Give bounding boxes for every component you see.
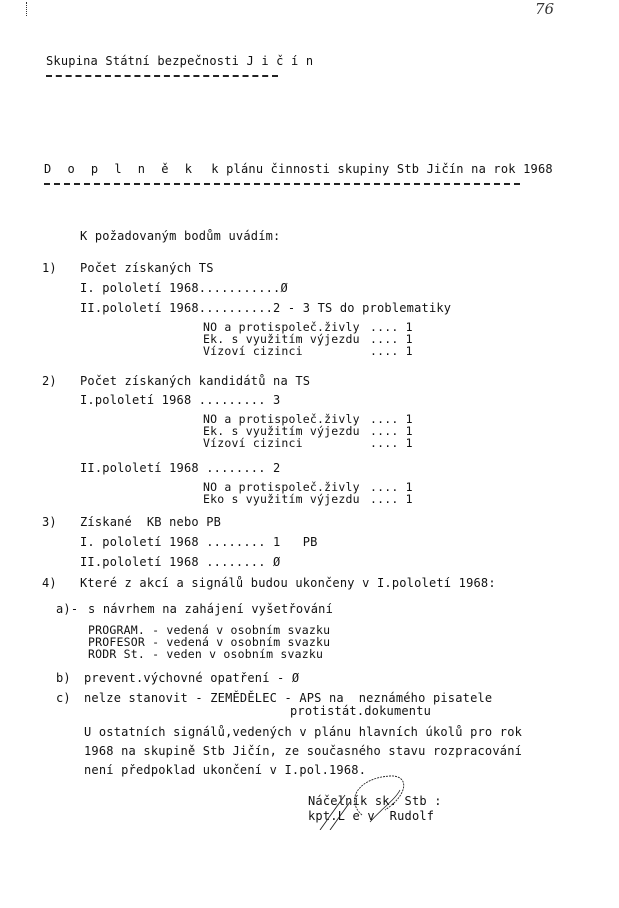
closing-line: 1968 na skupině Stb Jičín, ze současného stavu rozpracování [84,744,523,758]
s4-b-label: b) [56,671,71,685]
intro-text: K požadovaným bodům uvádím: [80,229,281,243]
s1-item-label: Ek. s využitím výjezdu [203,332,360,346]
section-2-number: 2) [42,374,57,388]
s1-item-label: Vízoví cizinci [203,344,303,358]
s2-item-value: .... 1 [370,492,413,506]
signature-name: kpt.L e v Rudolf [308,809,435,823]
s4-c-label: c) [56,691,71,705]
title-rest: k plánu činnosti skupiny Stb Jičín na rok 1968 [211,162,553,176]
handwritten-signature-icon [300,770,450,830]
s2-item-value: .... 1 [370,480,413,494]
section-1-half1: I. pololetí 1968...........Ø [80,281,288,295]
section-3-half2: II.pololetí 1968 ........ Ø [80,555,281,569]
s2-item-label: NO a protispoleč.živly [203,480,360,494]
section-2-half1: I.pololetí 1968 ......... 3 [80,393,281,407]
section-4-number: 4) [42,576,57,590]
org-title: Skupina Státní bezpečnosti J i č í n [46,54,314,68]
document-title [44,163,553,176]
closing-line: není předpoklad ukončení v I.pol.1968. [84,763,367,777]
section-3-number: 3) [42,515,57,529]
s2-item-label: Eko s využitím výjezdu [203,492,360,506]
s4-a-text: s návrhem na zahájení vyšetřování [88,602,334,616]
section-1-heading: Počet získaných TS [80,261,214,275]
section-2-half2: II.pololetí 1968 ........ 2 [80,461,281,475]
handwritten-page-number: 76 [535,0,555,18]
s4-c-text-cont: protistát.dokumentu [290,704,432,718]
s2-item-label: Vízoví cizinci [203,436,303,450]
s4-a-label: a)- [56,602,79,616]
section-3-heading: Získané KB nebo PB [80,515,222,529]
s1-item-value: .... 1 [370,344,413,358]
s4-b-text: prevent.výchovné opatření - Ø [84,671,300,685]
s1-item-value: .... 1 [370,332,413,346]
margin-mark [26,2,28,16]
section-2-heading: Počet získaných kandidátů na TS [80,374,311,388]
s2-item-label: NO a protispoleč.živly [203,412,360,426]
section-4-heading: Které z akcí a signálů budou ukončeny v I.pololetí 1968: [80,576,496,590]
org-title-underline [46,75,278,77]
section-1-number: 1) [42,261,57,275]
s4-a-item: PROGRAM. - vedená v osobním svazku [88,623,331,637]
s2-item-label: Ek. s využitím výjezdu [203,424,360,438]
signature-title: Náčelník sk. Stb : [308,794,442,808]
s1-item-label: NO a protispoleč.živly [203,320,360,334]
s2-item-value: .... 1 [370,424,413,438]
s2-item-value: .... 1 [370,436,413,450]
s4-a-item: PROFESOR - vedená v osobním svazku [88,635,331,649]
s1-item-value: .... 1 [370,320,413,334]
section-1-half2: II.pololetí 1968..........2 - 3 TS do problematiky [80,301,452,315]
s4-c-text: nelze stanovit - ZEMĚDĚLEC - APS na neznámého pisatele [84,691,493,705]
title-lead: D o p l n ě k [44,162,197,176]
closing-line: U ostatních signálů,vedených v plánu hlavních úkolů pro rok [84,725,523,739]
title-underline [44,183,520,185]
s4-a-item: RODR St. - veden v osobním svazku [88,647,324,661]
section-3-half1: I. pololetí 1968 ........ 1 PB [80,535,318,549]
s2-item-value: .... 1 [370,412,413,426]
